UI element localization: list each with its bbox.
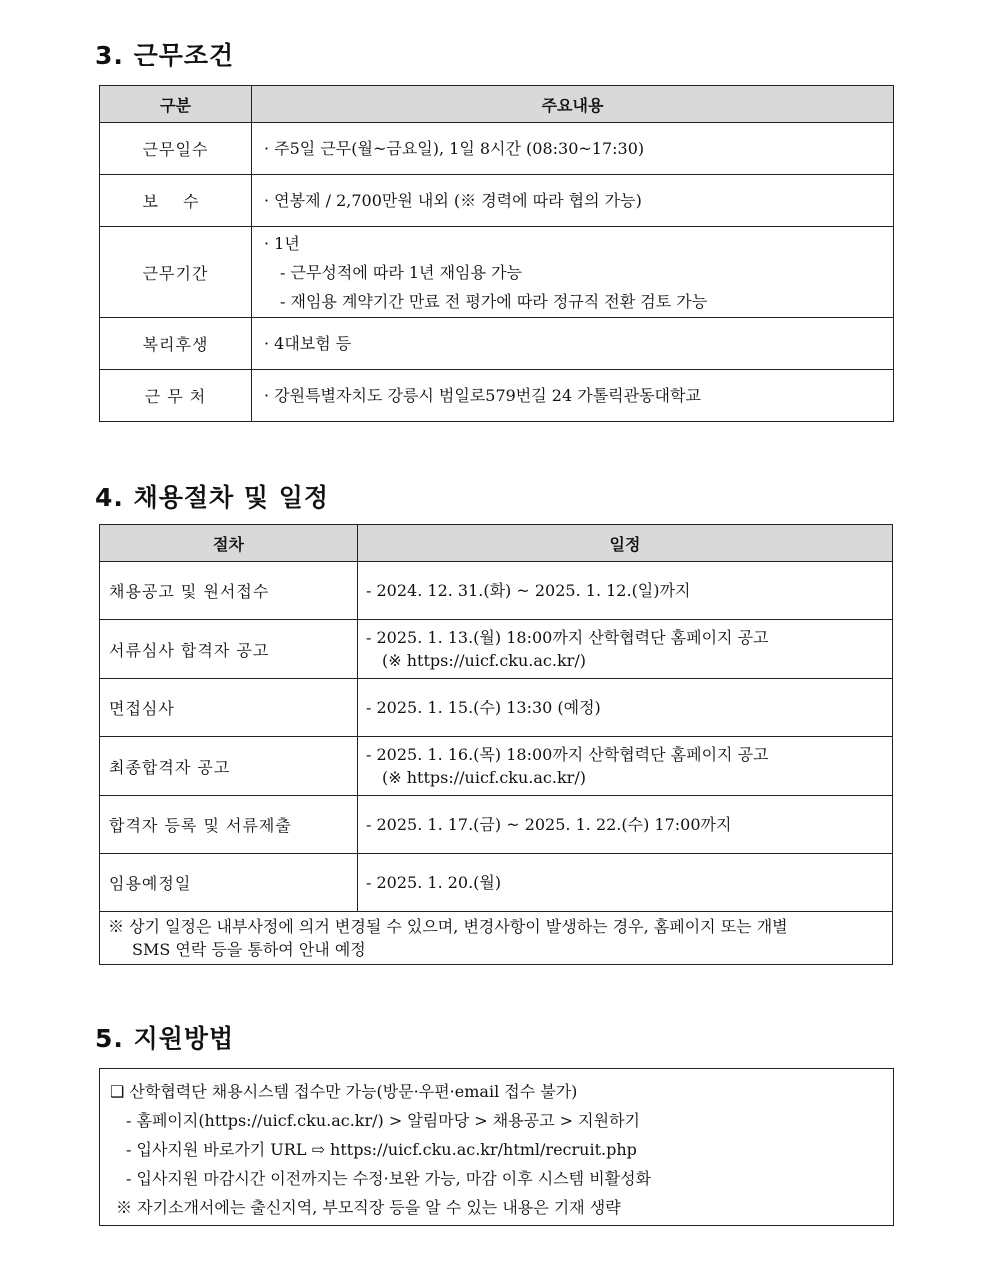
row-content: · 강원특별자치도 강릉시 범일로579번길 24 가톨릭관동대학교 <box>252 370 894 422</box>
table-row <box>100 318 894 370</box>
row-label: 복리후생 <box>100 318 252 370</box>
row-label: 근 무 처 <box>100 370 252 422</box>
row-label: 보 수 <box>100 175 252 227</box>
schedule-line: - 2025. 1. 16.(목) 18:00까지 산학협력단 홈페이지 공고 <box>366 745 769 764</box>
schedule-text: - 2025. 1. 17.(금) ~ 2025. 1. 22.(수) 17:00까지 <box>358 796 893 854</box>
section4-title: 4. 채용절차 및 일정 <box>95 483 330 512</box>
header-category: 구분 <box>100 86 252 123</box>
method-line-homepage: - 홈페이지(https://uicf.cku.ac.kr/) > 알림마당 > 채용공고 > 지원하기 <box>126 1111 640 1130</box>
content-subline: - 근무성적에 따라 1년 재임용 가능 <box>280 262 522 282</box>
schedule-url: (※ https://uicf.cku.ac.kr/) <box>382 651 586 670</box>
header-schedule: 일정 <box>358 525 893 562</box>
method-line-url: - 입사지원 바로가기 URL ⇨ https://uicf.cku.ac.kr/html/recruit.php <box>126 1140 637 1159</box>
table-row <box>100 679 893 737</box>
schedule-text: - 2025. 1. 15.(수) 13:30 (예정) <box>358 679 893 737</box>
table-row <box>100 854 893 912</box>
table-row <box>100 175 894 227</box>
content-subline: - 재임용 계약기간 만료 전 평가에 따라 정규직 전환 검토 가능 <box>280 291 708 311</box>
schedule-text: - 2025. 1. 20.(월) <box>358 854 893 912</box>
work-conditions-table <box>99 85 894 422</box>
row-content: · 4대보험 등 <box>252 318 894 370</box>
step-label: 서류심사 합격자 공고 <box>100 620 358 679</box>
note-line: ※ 상기 일정은 내부사정에 의거 변경될 수 있으며, 변경사항이 발생하는 경우, 홈페이지 또는 개별 <box>108 917 788 936</box>
schedule-note-row <box>100 912 893 965</box>
section5-title: 5. 지원방법 <box>95 1024 235 1053</box>
row-label: 근무기간 <box>100 227 252 318</box>
step-label: 면접심사 <box>100 679 358 737</box>
schedule-note <box>100 912 893 965</box>
schedule-text: - 2024. 12. 31.(화) ~ 2025. 1. 12.(일)까지 <box>358 562 893 620</box>
row-content: · 주5일 근무(월~금요일), 1일 8시간 (08:30~17:30) <box>252 123 894 175</box>
content-line: · 1년 <box>264 233 300 253</box>
table-row <box>100 796 893 854</box>
schedule-url: (※ https://uicf.cku.ac.kr/) <box>382 768 586 787</box>
application-method-box <box>99 1068 894 1226</box>
note-line: SMS 연락 등을 통하여 안내 예정 <box>132 940 366 959</box>
table-header-row <box>100 86 894 123</box>
method-main-line: ❑ 산학협력단 채용시스템 접수만 가능(방문·우편·email 접수 불가) <box>110 1082 578 1101</box>
schedule-text <box>358 620 893 679</box>
step-label: 채용공고 및 원서접수 <box>100 562 358 620</box>
step-label: 최종합격자 공고 <box>100 737 358 796</box>
table-row <box>100 620 893 679</box>
schedule-text <box>358 737 893 796</box>
section3-title: 3. 근무조건 <box>95 41 235 70</box>
table-row <box>100 562 893 620</box>
table-row <box>100 370 894 422</box>
schedule-table <box>99 524 893 965</box>
row-label: 근무일수 <box>100 123 252 175</box>
step-label: 합격자 등록 및 서류제출 <box>100 796 358 854</box>
step-label: 임용예정일 <box>100 854 358 912</box>
row-content <box>252 227 894 318</box>
header-content: 주요내용 <box>252 86 894 123</box>
table-row <box>100 737 893 796</box>
table-row <box>100 123 894 175</box>
table-header-row <box>100 525 893 562</box>
table-row <box>100 227 894 318</box>
schedule-line: - 2025. 1. 13.(월) 18:00까지 산학협력단 홈페이지 공고 <box>366 628 769 647</box>
row-content: · 연봉제 / 2,700만원 내외 (※ 경력에 따라 협의 가능) <box>252 175 894 227</box>
method-line-deadline: - 입사지원 마감시간 이전까지는 수정·보완 가능, 마감 이후 시스템 비활성화 <box>126 1169 652 1188</box>
method-note: ※ 자기소개서에는 출신지역, 부모직장 등을 알 수 있는 내용은 기재 생략 <box>116 1198 621 1217</box>
header-step: 절차 <box>100 525 358 562</box>
